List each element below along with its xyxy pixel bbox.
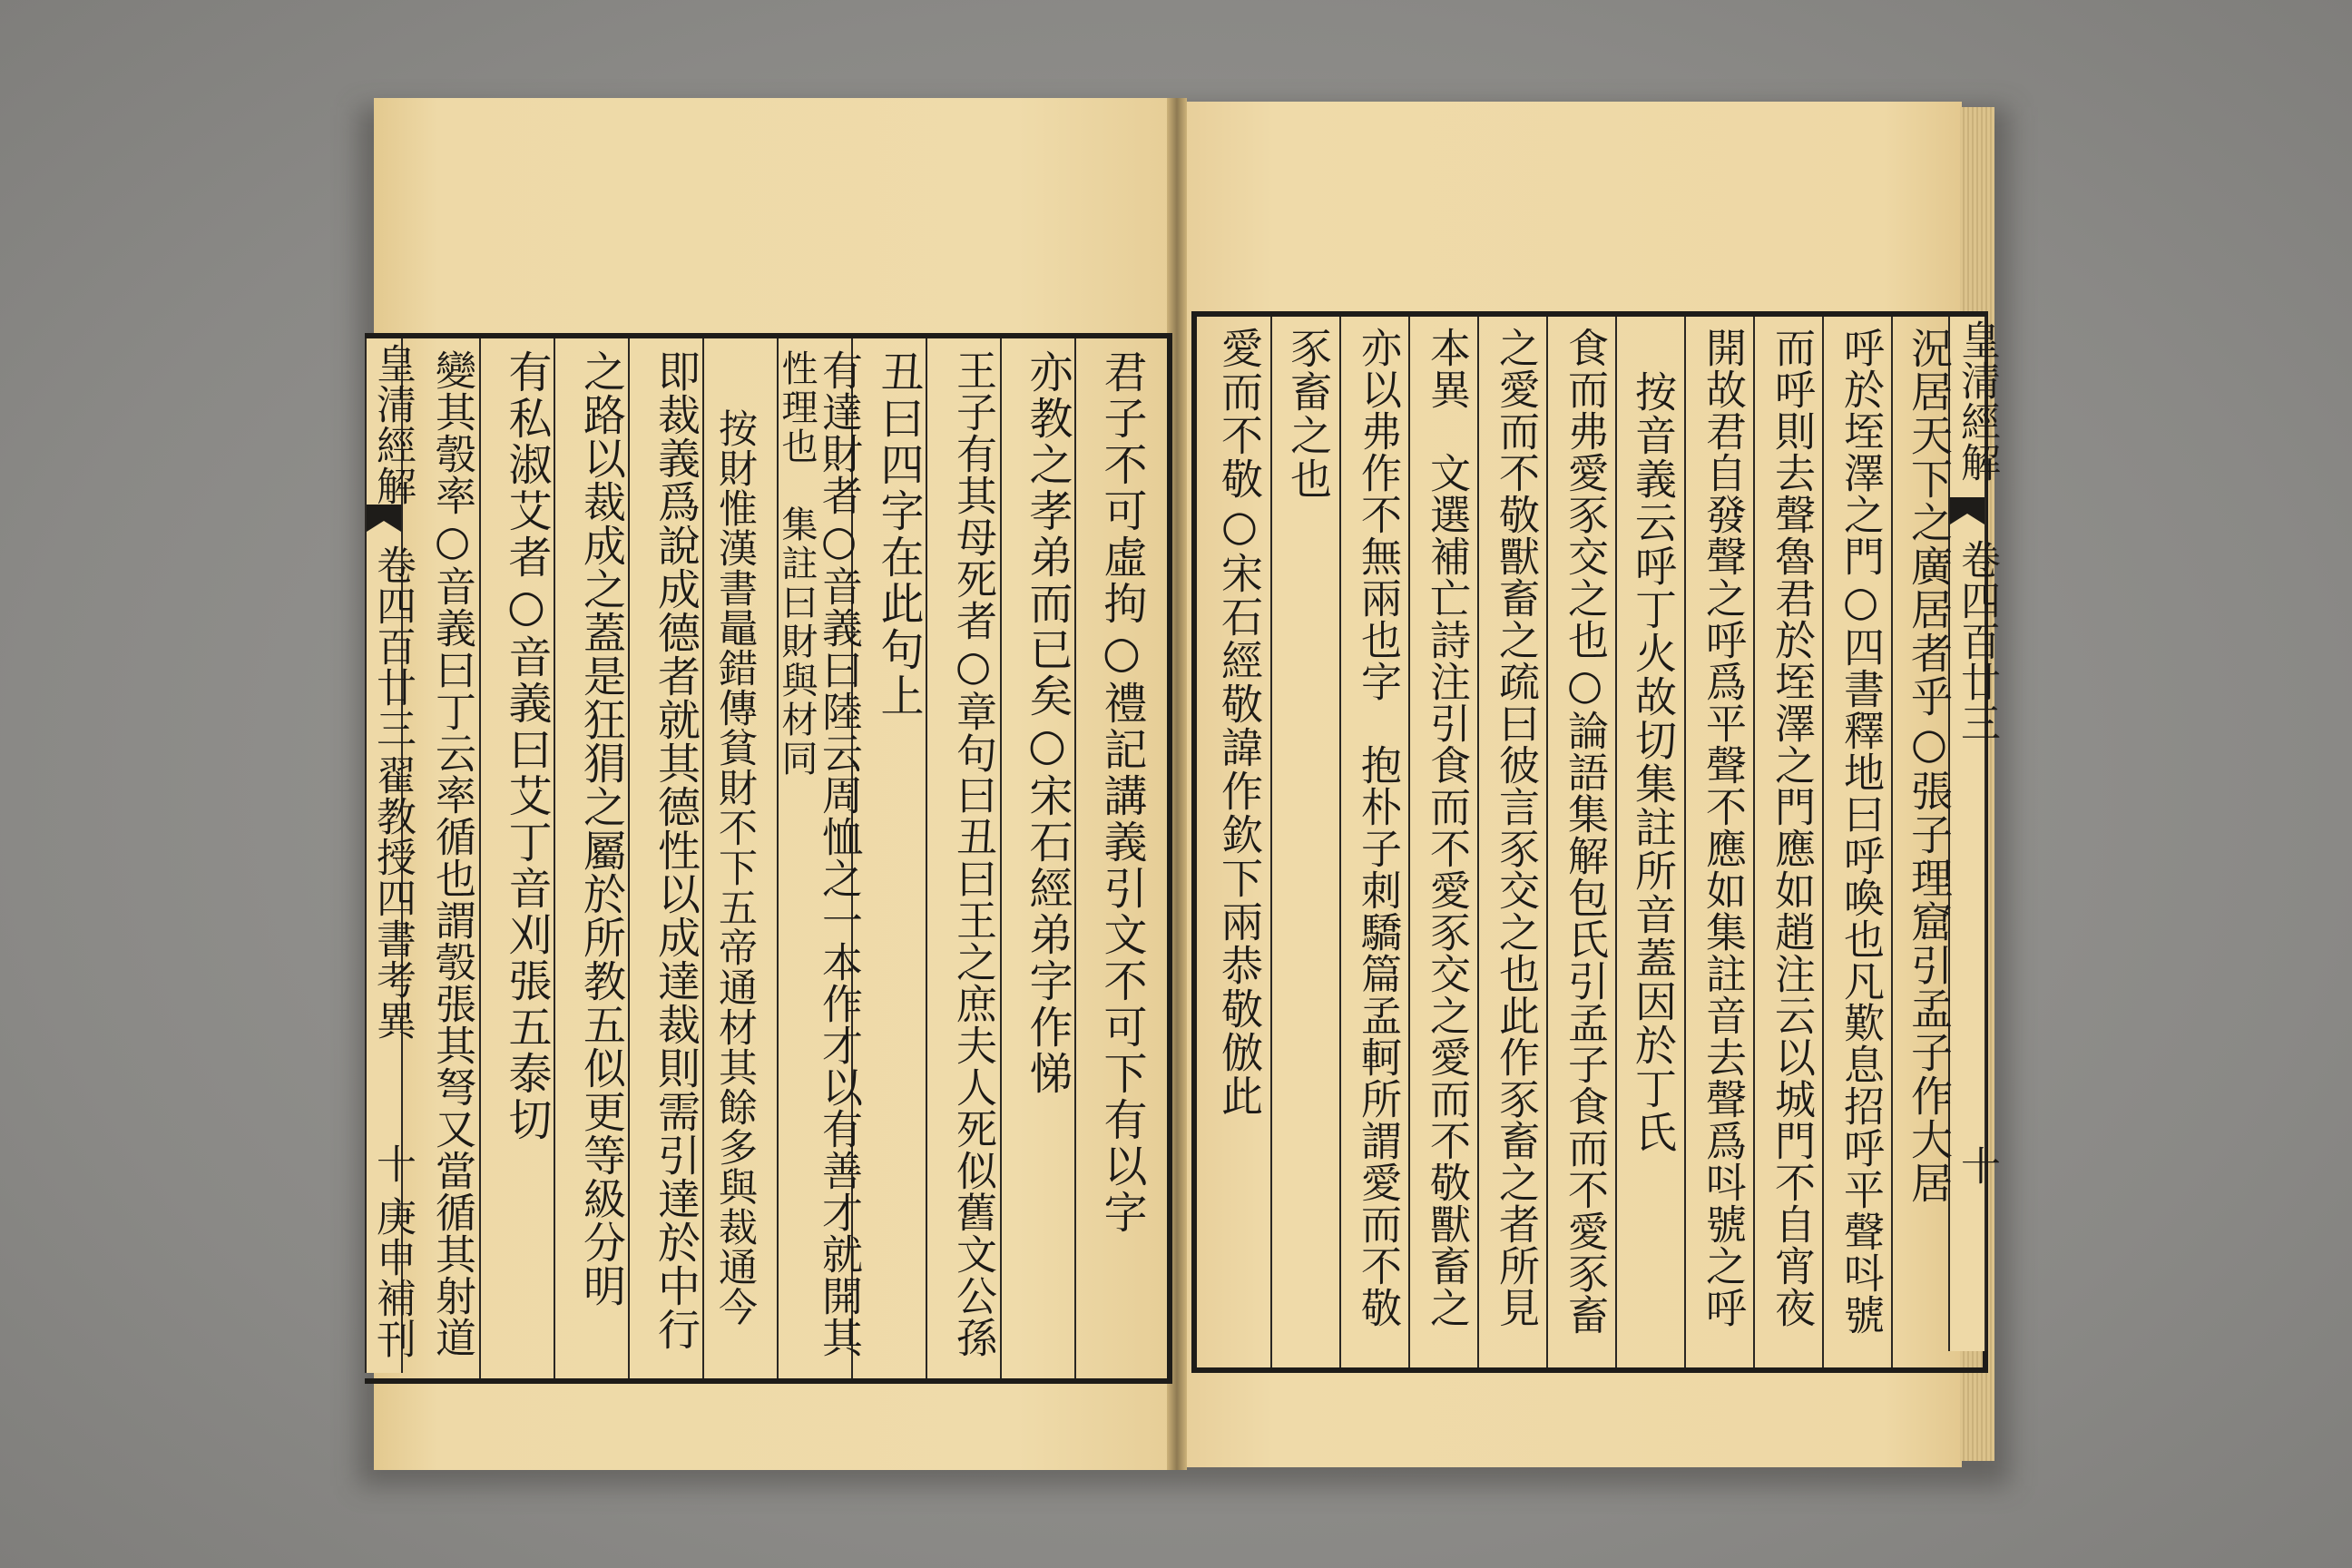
left-text-column: 按財惟漢書鼂錯傳貧財不下五帝通材其餘多與裁通今 <box>712 408 758 1327</box>
left-margin-volume: 卷四百廿三 <box>369 544 416 749</box>
left-margin-edition: 庚申補刊 <box>369 1196 416 1359</box>
right-text-column: 本異 文選補亡詩注引食而不愛豕交之愛而不敬獸畜之 <box>1423 327 1471 1328</box>
left-column-rule <box>702 338 704 1378</box>
right-column-rule <box>1408 317 1410 1367</box>
left-text-column: 亦教之孝弟而已矣○宋石經弟字作悌 <box>1022 349 1073 1097</box>
right-fishtail-icon <box>1950 497 1986 534</box>
right-margin-title: 皇清經解 <box>1954 319 2000 483</box>
left-text-column: 有達財者○音義曰陸云周恤之一本作才以有善才就開其 <box>815 349 863 1358</box>
left-column-rule <box>479 338 481 1378</box>
left-margin-author-work: 翟教授四書考異 <box>369 755 416 1041</box>
right-column-rule <box>1546 317 1548 1367</box>
right-text-column: 之愛而不敬獸畜之疏曰彼言豕交之也此作豕畜之者所見 <box>1492 327 1540 1328</box>
left-column-rule <box>628 338 630 1378</box>
left-text-column: 之路以裁成之蓋是狂狷之屬於所教五似更等級分明 <box>576 349 626 1308</box>
right-column-rule <box>1477 317 1479 1367</box>
right-column-rule <box>1753 317 1755 1367</box>
right-column-rule <box>1270 317 1272 1367</box>
left-text-column: 變其彀率○音義曰丁云率循也謂彀張其弩又當循其射道 <box>428 349 476 1358</box>
right-text-column: 況居天下之廣居者乎○張子理窟引孟子作大居 <box>1905 327 1954 1205</box>
right-column-rule <box>1339 317 1341 1367</box>
left-fishtail-icon <box>367 505 403 541</box>
right-column-rule <box>1684 317 1686 1367</box>
right-column-rule <box>1822 317 1824 1367</box>
left-column-rule <box>926 338 927 1378</box>
left-text-column: 有私淑艾者○音義曰艾丁音刈張五泰切 <box>501 349 552 1143</box>
left-column-rule <box>554 338 555 1378</box>
right-text-column: 按音義云呼丁火故切集註所音蓋因於丁氏 <box>1629 370 1678 1154</box>
left-text-column: 性理也 集註曰財與材同 <box>776 349 818 779</box>
right-text-column: 愛而不敬○宋石經敬諱作欽下兩恭敬倣此 <box>1215 327 1264 1118</box>
right-margin-folio: 十 <box>1954 1145 2000 1186</box>
right-column-rule <box>1615 317 1617 1367</box>
left-margin-title: 皇清經解 <box>369 343 416 506</box>
left-text-column: 君子不可虛拘○禮記講義引文不可下有以字 <box>1096 349 1147 1236</box>
left-text-column: 即裁義爲說成德者就其德性以成達裁則需引達於中行 <box>651 349 701 1351</box>
right-margin-volume: 卷四百廿三 <box>1954 539 2000 743</box>
right-column-rule <box>1891 317 1893 1367</box>
right-text-column: 豕畜之也 <box>1284 327 1333 501</box>
right-text-column: 而呼則去聲魯君於垤澤之門應如趙注云以城門不自宵夜 <box>1768 327 1816 1328</box>
left-text-column: 王子有其母死者○章句曰丑曰王之庶夫人死似舊文公孫 <box>949 349 997 1358</box>
left-column-rule <box>1000 338 1002 1378</box>
right-text-column: 呼於垤澤之門○四書釋地曰呼喚也凡歎息招呼平聲呌號 <box>1837 327 1885 1336</box>
left-text-column: 丑曰四字在此句上 <box>873 349 924 720</box>
left-margin-folio: 十 <box>369 1143 416 1184</box>
right-text-column: 食而弗愛豕交之也○論語集解包氏引孟子食而不愛豕畜 <box>1561 327 1609 1336</box>
right-text-column: 開故君自發聲之呼爲平聲不應如集註音去聲爲呌號之呼 <box>1699 327 1747 1328</box>
left-column-rule <box>1074 338 1076 1378</box>
right-text-column: 亦以弗作不無兩也字 抱朴子刺驕篇孟軻所謂愛而不敬 <box>1354 327 1402 1328</box>
